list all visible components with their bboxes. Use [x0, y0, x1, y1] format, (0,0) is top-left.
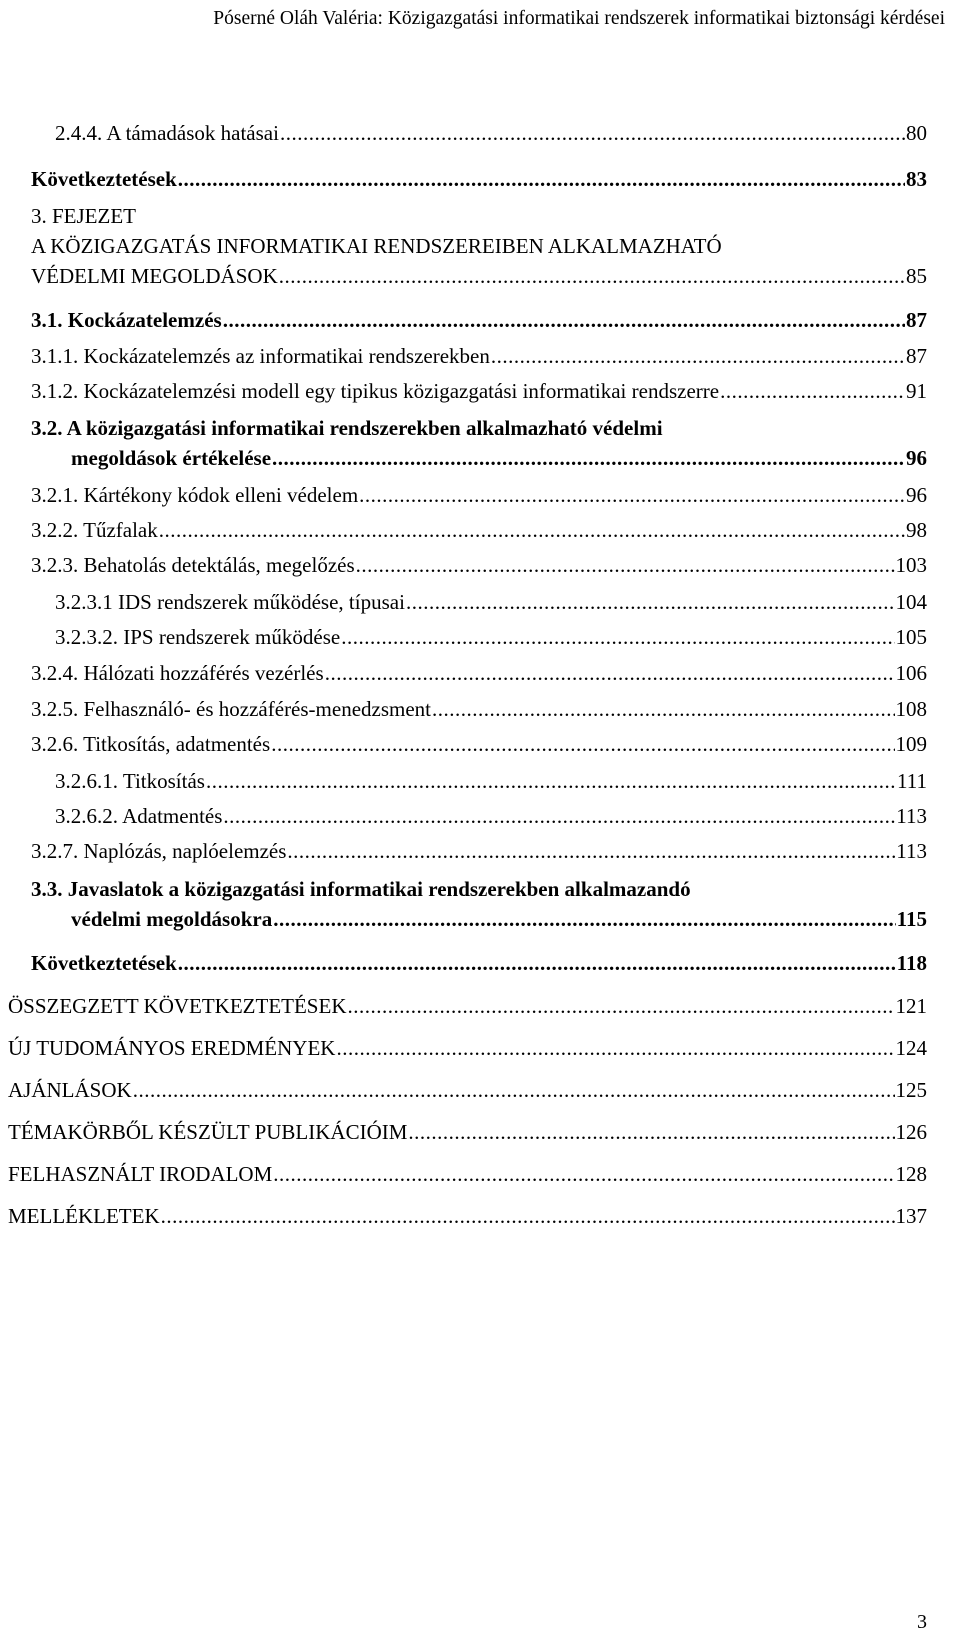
toc-entry-page: 106 [895, 661, 927, 685]
leader-dots [720, 374, 905, 408]
leader-dots [491, 339, 905, 373]
leader-dots [336, 1031, 894, 1065]
leader-dots [159, 513, 905, 547]
toc-entry-3-2-5[interactable] [31, 692, 927, 726]
toc-entry-title: AJÁNLÁSOK [8, 1078, 132, 1102]
toc-entry-title: ÖSSZEGZETT KÖVETKEZTETÉSEK [8, 994, 347, 1018]
leader-dots [406, 585, 895, 619]
leader-dots [223, 799, 895, 833]
toc-entry-title: FELHASZNÁLT IRODALOM [8, 1162, 273, 1186]
toc-entry-page: 108 [895, 697, 927, 721]
leader-dots [347, 989, 894, 1023]
toc-entry-title: Következtetések [31, 951, 177, 975]
toc-entry-title: 3.2.3.2. IPS rendszerek működése [55, 625, 341, 649]
toc-entry-3-2[interactable] [71, 441, 927, 475]
toc-entry-title: 3.2.7. Naplózás, naplóelemzés [31, 839, 287, 863]
toc-entry-title: 3.1. Kockázatelemzés [31, 308, 222, 332]
toc-entry-page: 126 [895, 1120, 927, 1144]
toc-entry-3-2-6-2[interactable] [55, 799, 927, 833]
leader-dots [356, 548, 895, 582]
toc-entry-page: 115 [896, 907, 927, 931]
toc-entry-page: 111 [897, 769, 927, 793]
toc-entry-title: ÚJ TUDOMÁNYOS EREDMÉNYEK [8, 1036, 336, 1060]
toc-entry-3-2-3-2[interactable] [55, 620, 927, 654]
leader-dots [206, 764, 896, 798]
toc-chapter-3-label: 3. FEJEZET [31, 204, 136, 228]
toc-entry-page: 118 [896, 951, 927, 975]
toc-entry-page: 98 [906, 518, 927, 542]
toc-entry-title: 3.2.5. Felhasználó- és hozzáférés-menedzsment [31, 697, 432, 721]
toc-entry-uj-tudomanyos-eredmenyek[interactable] [8, 1031, 927, 1065]
toc-chapter-3-title: A KÖZIGAZGATÁS INFORMATIKAI RENDSZEREIBEN ALKALMAZHATÓ [31, 234, 722, 258]
toc-entry-3-1-2[interactable] [31, 374, 927, 408]
toc-entry-page: 96 [906, 446, 927, 470]
toc-entry-page: 113 [896, 839, 927, 863]
leader-dots [133, 1073, 895, 1107]
toc-entry-page: 91 [906, 379, 927, 403]
toc-entry-3-2-6[interactable] [31, 727, 927, 761]
leader-dots [223, 303, 905, 337]
toc-entry-3-2-3-1[interactable] [55, 585, 927, 619]
toc-entry-page: 113 [896, 804, 927, 828]
toc-entry-title: védelmi megoldásokra [71, 907, 273, 931]
leader-dots [272, 441, 905, 475]
page-number: 3 [917, 1611, 927, 1633]
toc-entry-ajanlasok[interactable] [8, 1073, 927, 1107]
toc-entry-2-4-4[interactable] [55, 116, 927, 150]
toc-entry-3-2-7[interactable] [31, 834, 927, 868]
toc-entry-page: 125 [895, 1078, 927, 1102]
toc-entry-page: 109 [895, 732, 927, 756]
toc-entry-page: 128 [895, 1162, 927, 1186]
leader-dots [273, 902, 895, 936]
toc-entry-page: 105 [895, 625, 927, 649]
toc-entry-osszegzett-kovetkeztetesek[interactable] [8, 989, 927, 1023]
leader-dots [359, 478, 905, 512]
toc-entry-title: 3.1.2. Kockázatelemzési modell egy tipikus közigazgatási informatikai rendszerre [31, 379, 720, 403]
toc-entry-title: 3.2.4. Hálózati hozzáférés vezérlés [31, 661, 324, 685]
toc-entry-page: 83 [906, 167, 927, 191]
toc-entry-page: 96 [906, 483, 927, 507]
leader-dots [178, 162, 905, 196]
toc-entry-title: 3.2.1. Kártékony kódok elleni védelem [31, 483, 359, 507]
toc-entry-3-3[interactable] [71, 902, 927, 936]
toc-entry-title: megoldások értékelése [71, 446, 272, 470]
toc-entry-page: 80 [906, 121, 927, 145]
toc-entry-3-2-3[interactable] [31, 548, 927, 582]
leader-dots [341, 620, 894, 654]
toc-entry-page: 104 [895, 590, 927, 614]
leader-dots [161, 1199, 895, 1233]
toc-entry-title: 3.2.2. Tűzfalak [31, 518, 158, 542]
leader-dots [273, 1157, 894, 1191]
toc-entry-page: 87 [906, 308, 927, 332]
leader-dots [178, 946, 896, 980]
toc-entry-3-3-line1: 3.3. Javaslatok a közigazgatási informatikai rendszerekben alkalmazandó [31, 877, 691, 901]
leader-dots [432, 692, 894, 726]
toc-entry-3-1-1[interactable] [31, 339, 927, 373]
leader-dots [325, 656, 895, 690]
toc-entry-title: 3.2.6. Titkosítás, adatmentés [31, 732, 271, 756]
toc-entry-chapter-3[interactable] [31, 259, 927, 293]
toc-entry-3-2-6-1[interactable] [55, 764, 927, 798]
toc-entry-title: MELLÉKLETEK [8, 1204, 160, 1228]
leader-dots [287, 834, 895, 868]
toc-entry-page: 121 [895, 994, 927, 1018]
toc-entry-3-2-1[interactable] [31, 478, 927, 512]
toc-entry-3-2-line1: 3.2. A közigazgatási informatikai rendszerekben alkalmazható védelmi [31, 416, 663, 440]
toc-entry-mellekletek[interactable] [8, 1199, 927, 1233]
toc-entry-title: 3.2.6.2. Adatmentés [55, 804, 223, 828]
toc-entry-title: 3.1.1. Kockázatelemzés az informatikai rendszerekben [31, 344, 490, 368]
toc-entry-3-2-4[interactable] [31, 656, 927, 690]
toc-entry-page: 87 [906, 344, 927, 368]
toc-entry-page: 103 [895, 553, 927, 577]
toc-entry-title: Következtetések [31, 167, 177, 191]
leader-dots [280, 116, 905, 150]
toc-entry-title: VÉDELMI MEGOLDÁSOK [31, 264, 278, 288]
toc-entry-page: 137 [895, 1204, 927, 1228]
toc-entry-title: 2.4.4. A támadások hatásai [55, 121, 279, 145]
toc-entry-publikaciok[interactable] [8, 1115, 927, 1149]
toc-entry-kovetkeztetesek-3[interactable] [31, 946, 927, 980]
toc-entry-page: 124 [895, 1036, 927, 1060]
leader-dots [279, 259, 905, 293]
toc-entry-kovetkeztetesek-2[interactable] [31, 162, 927, 196]
toc-entry-title: 3.2.3. Behatolás detektálás, megelőzés [31, 553, 355, 577]
leader-dots [271, 727, 894, 761]
toc-entry-title: TÉMAKÖRBŐL KÉSZÜLT PUBLIKÁCIÓIM [8, 1120, 408, 1144]
toc-entry-page: 85 [906, 264, 927, 288]
toc-entry-3-2-2[interactable] [31, 513, 927, 547]
running-header: Póserné Oláh Valéria: Közigazgatási informatikai rendszerek informatikai biztonsági kérdései [213, 8, 945, 29]
toc-entry-felhasznalt-irodalom[interactable] [8, 1157, 927, 1191]
toc-entry-title: 3.2.6.1. Titkosítás [55, 769, 205, 793]
toc-entry-title: 3.2.3.1 IDS rendszerek működése, típusai [55, 590, 405, 614]
leader-dots [408, 1115, 894, 1149]
toc-entry-3-1[interactable] [31, 303, 927, 337]
